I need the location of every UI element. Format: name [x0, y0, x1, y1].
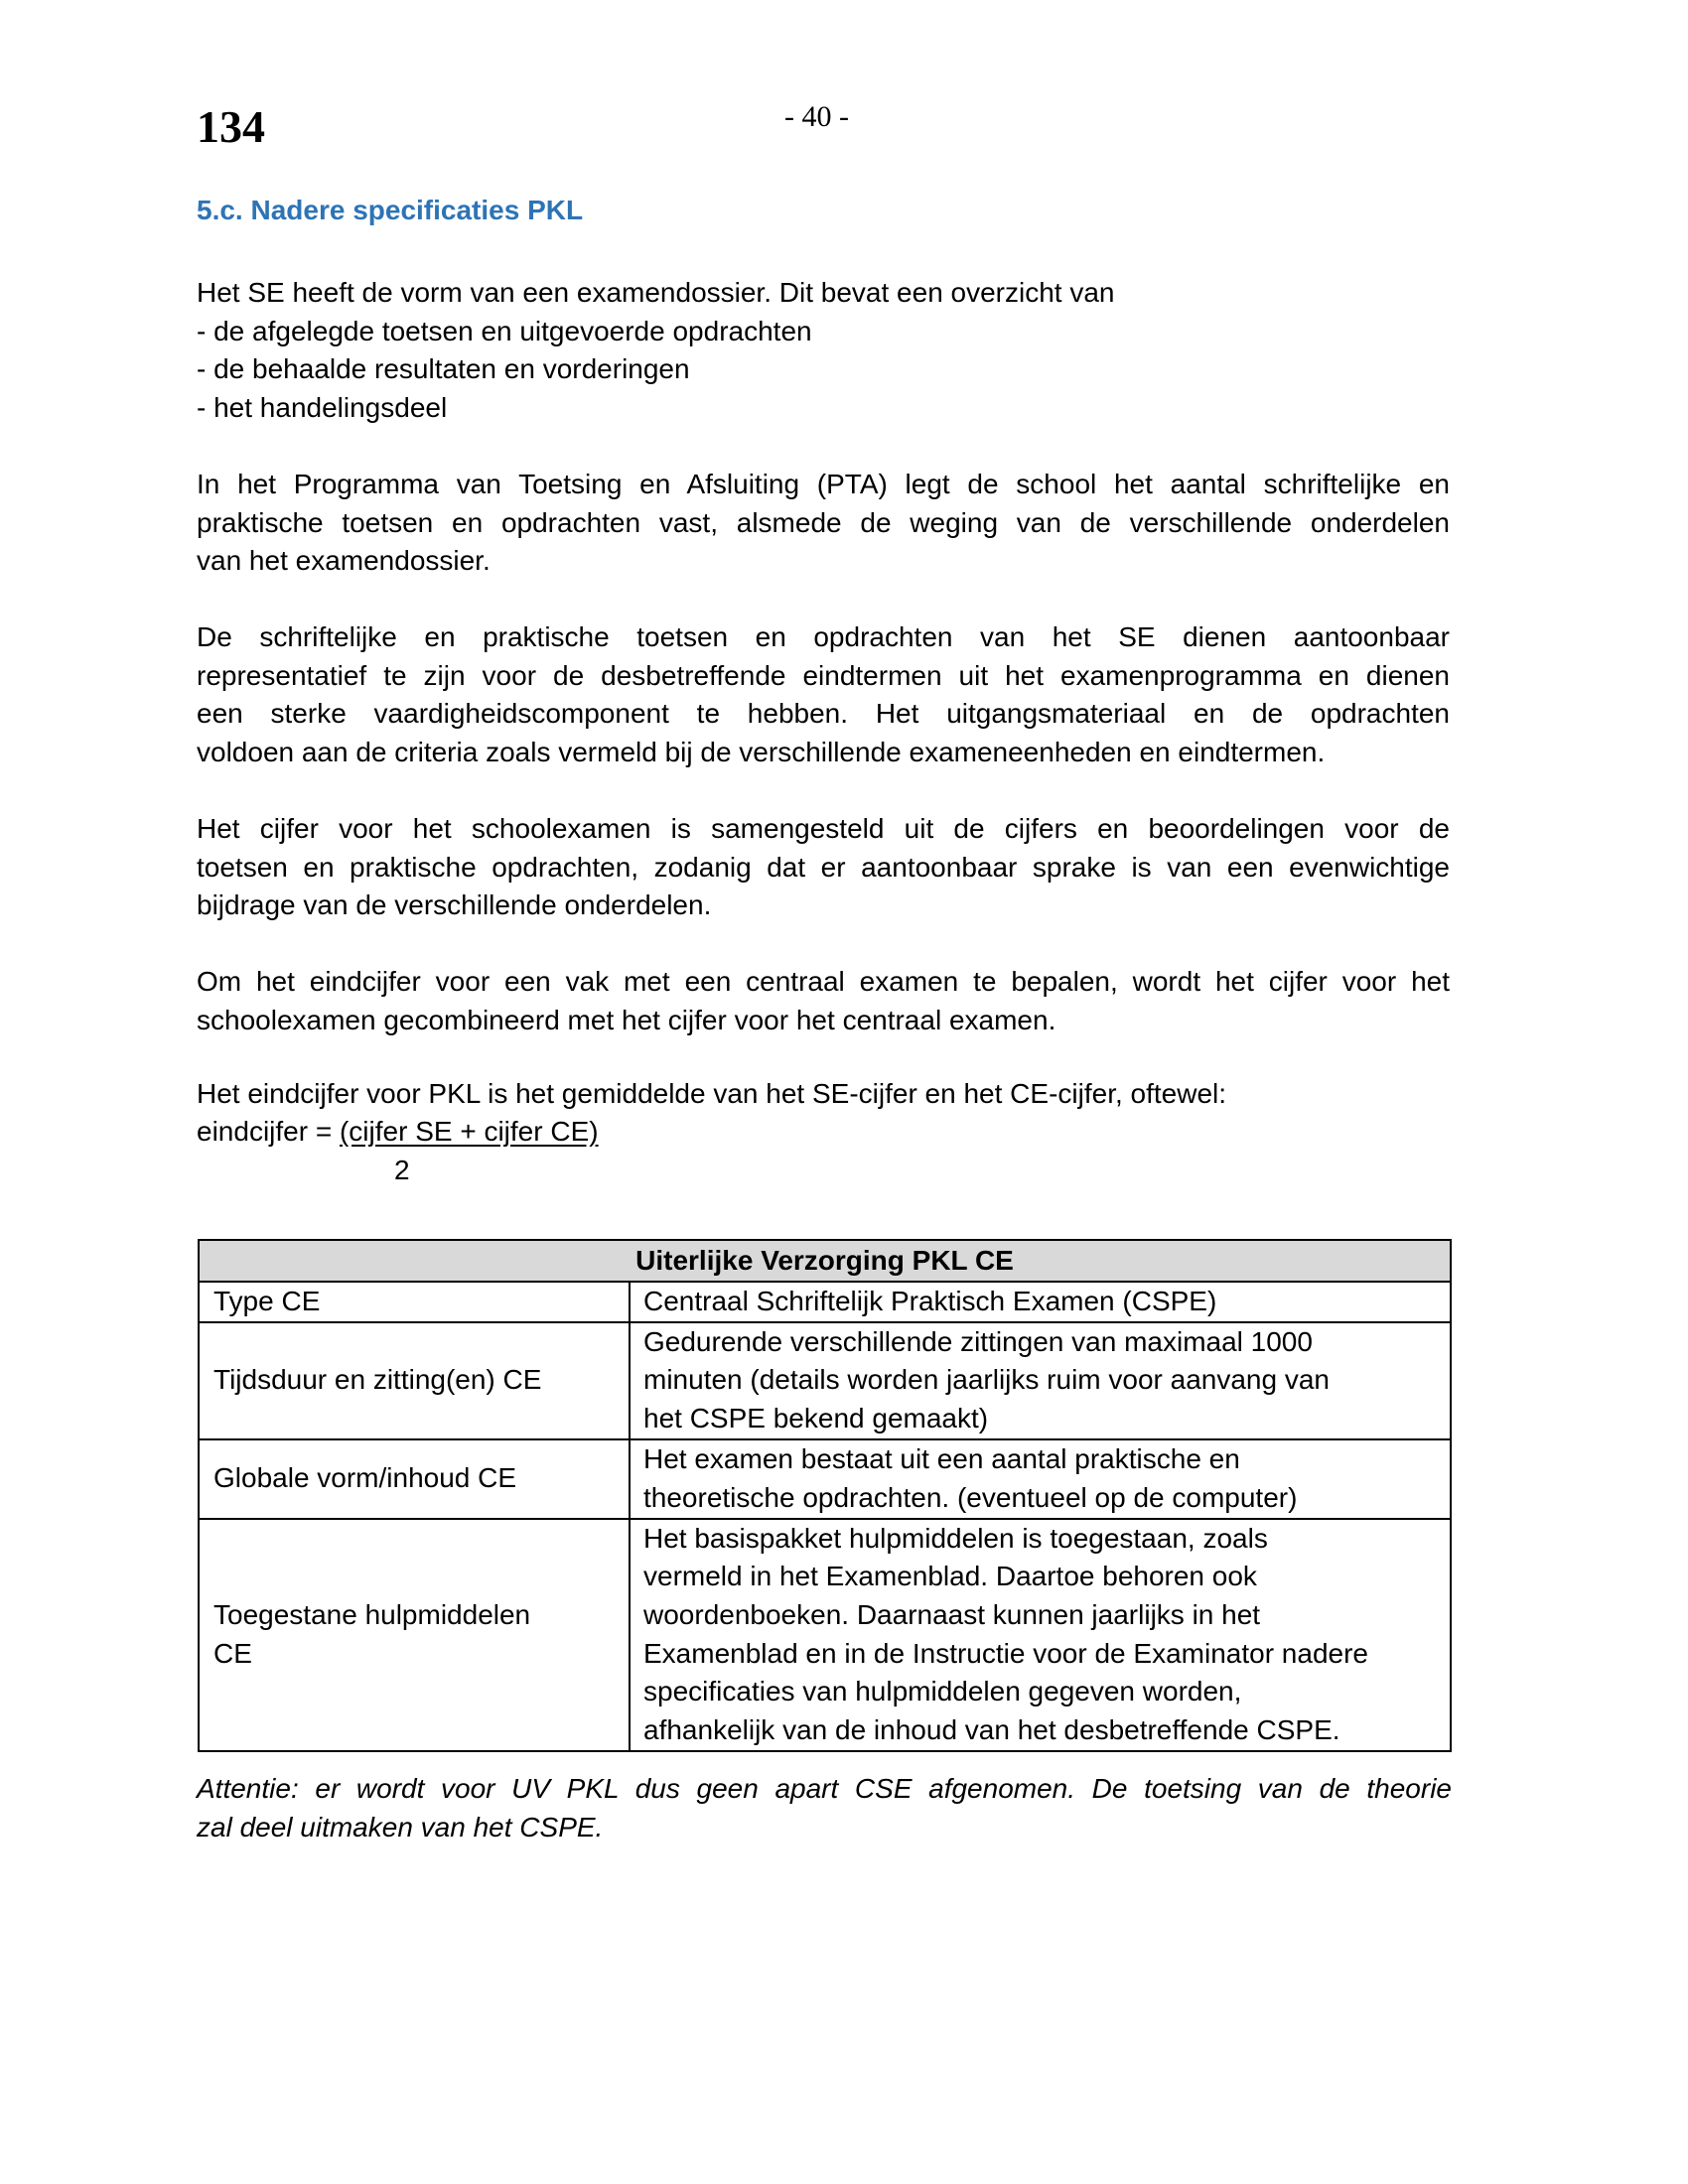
- paragraph-line: voldoen aan de criteria zoals vermeld bij de verschillende exameneenheden en eindtermen.: [197, 736, 1326, 767]
- row-value-line: theoretische opdrachten. (eventueel op de computer): [643, 1481, 1298, 1513]
- paragraph-line: Het cijfer voor het schoolexamen is samengesteld uit de cijfers en beoordelingen voor de: [197, 813, 1450, 844]
- row-value-line: Gedurende verschillende zittingen van maximaal 1000: [643, 1325, 1313, 1357]
- row-label: [199, 1282, 630, 1322]
- row-label: [199, 1519, 630, 1751]
- paragraph-examendossier: [197, 274, 1450, 427]
- row-value-line: vermeld in het Examenblad. Daartoe behoren ook: [643, 1561, 1257, 1592]
- table-row: [199, 1282, 1451, 1322]
- row-value-line: Centraal Schriftelijk Praktisch Examen (CSPE): [643, 1286, 1217, 1316]
- row-value-line: woordenboeken. Daarnaast kunnen jaarlijks in het: [643, 1599, 1261, 1630]
- row-label-line: Globale vorm/inhoud CE: [213, 1462, 517, 1494]
- page-stamp-number: 134: [197, 101, 265, 152]
- list-item: - het handelingsdeel: [197, 391, 448, 423]
- row-value-line: specificaties van hulpmiddelen gegeven worden,: [643, 1676, 1242, 1707]
- row-value-line: Het basispakket hulpmiddelen is toegestaan, zoals: [643, 1522, 1268, 1554]
- note-line: zal deel uitmaken van het CSPE.: [197, 1811, 604, 1843]
- row-label: [199, 1322, 630, 1439]
- table-title: Uiterlijke Verzorging PKL CE: [199, 1240, 1451, 1282]
- specification-table: [198, 1239, 1452, 1752]
- table-row: [199, 1439, 1451, 1519]
- table-header-row: [199, 1240, 1451, 1282]
- row-value-line: minuten (details worden jaarlijks ruim voor aanvang van: [643, 1364, 1331, 1396]
- paragraph-line: De schriftelijke en praktische toetsen en opdrachten van het SE dienen aantoonbaar: [197, 621, 1450, 652]
- paragraph-line: bijdrage van de verschillende onderdelen.: [197, 889, 712, 921]
- row-value: [630, 1439, 1451, 1519]
- row-value-line: afhankelijk van de inhoud van het desbetreffende CSPE.: [643, 1713, 1340, 1745]
- list-item: - de afgelegde toetsen en uitgevoerde opdrachten: [197, 315, 812, 346]
- formula-lhs: eindcijfer =: [197, 1116, 340, 1147]
- list-item: - de behaalde resultaten en vorderingen: [197, 353, 690, 385]
- row-label-line: CE: [213, 1637, 252, 1669]
- paragraph-representatief: [197, 618, 1450, 771]
- paragraph-line: Het SE heeft de vorm van een examendossier. Dit bevat een overzicht van: [197, 277, 1115, 308]
- table-row: [199, 1519, 1451, 1751]
- attention-note: [197, 1770, 1452, 1846]
- paragraph-line: toetsen en praktische opdrachten, zodanig dat er aantoonbaar sprake is van een evenwichtige: [197, 851, 1450, 883]
- row-label: [199, 1439, 630, 1519]
- row-value: [630, 1282, 1451, 1322]
- paragraph-eindcijfer-bepalen: [197, 963, 1450, 1039]
- page-number: - 40 -: [784, 100, 849, 133]
- row-value: [630, 1322, 1451, 1439]
- paragraph-line: Het eindcijfer voor PKL is het gemiddelde van het SE-cijfer en het CE-cijfer, oftewel:: [197, 1078, 1227, 1109]
- row-value-line: Examenblad en in de Instructie voor de Examinator nadere: [643, 1637, 1368, 1669]
- paragraph-line: van het examendossier.: [197, 545, 491, 577]
- row-label-line: Type CE: [213, 1286, 321, 1316]
- paragraph-line: praktische toetsen en opdrachten vast, alsmede de weging van de verschillende onderdelen: [197, 506, 1450, 538]
- formula: [197, 1113, 599, 1152]
- row-label-line: Tijdsduur en zitting(en) CE: [213, 1364, 542, 1396]
- note-line: Attentie: er wordt voor UV PKL dus geen apart CSE afgenomen. De toetsing van de theorie: [197, 1773, 1452, 1804]
- formula-denominator: 2: [394, 1155, 410, 1185]
- section-heading: 5.c. Nadere specificaties PKL: [197, 195, 584, 225]
- paragraph-line: Om het eindcijfer voor een vak met een centraal examen te bepalen, wordt het cijfer voor het: [197, 966, 1450, 997]
- paragraph-pta: [197, 466, 1450, 581]
- table-row: [199, 1322, 1451, 1439]
- formula-numerator: (cijfer SE + cijfer CE): [339, 1116, 599, 1147]
- row-value: [630, 1519, 1451, 1751]
- paragraph-eindcijfer-pkl: [197, 1075, 1450, 1114]
- paragraph-line: In het Programma van Toetsing en Afsluiting (PTA) legt de school het aantal schriftelijke en: [197, 469, 1450, 499]
- paragraph-line: representatief te zijn voor de desbetreffende eindtermen uit het examenprogramma en dienen: [197, 659, 1450, 691]
- paragraph-schoolexamen-cijfer: [197, 810, 1450, 925]
- paragraph-line: schoolexamen gecombineerd met het cijfer voor het centraal examen.: [197, 1004, 1056, 1035]
- paragraph-line: een sterke vaardigheidscomponent te hebben. Het uitgangsmateriaal en de opdrachten: [197, 698, 1450, 730]
- row-value-line: Het examen bestaat uit een aantal praktische en: [643, 1443, 1240, 1474]
- row-label-line: Toegestane hulpmiddelen: [213, 1599, 531, 1630]
- row-value-line: het CSPE bekend gemaakt): [643, 1402, 989, 1433]
